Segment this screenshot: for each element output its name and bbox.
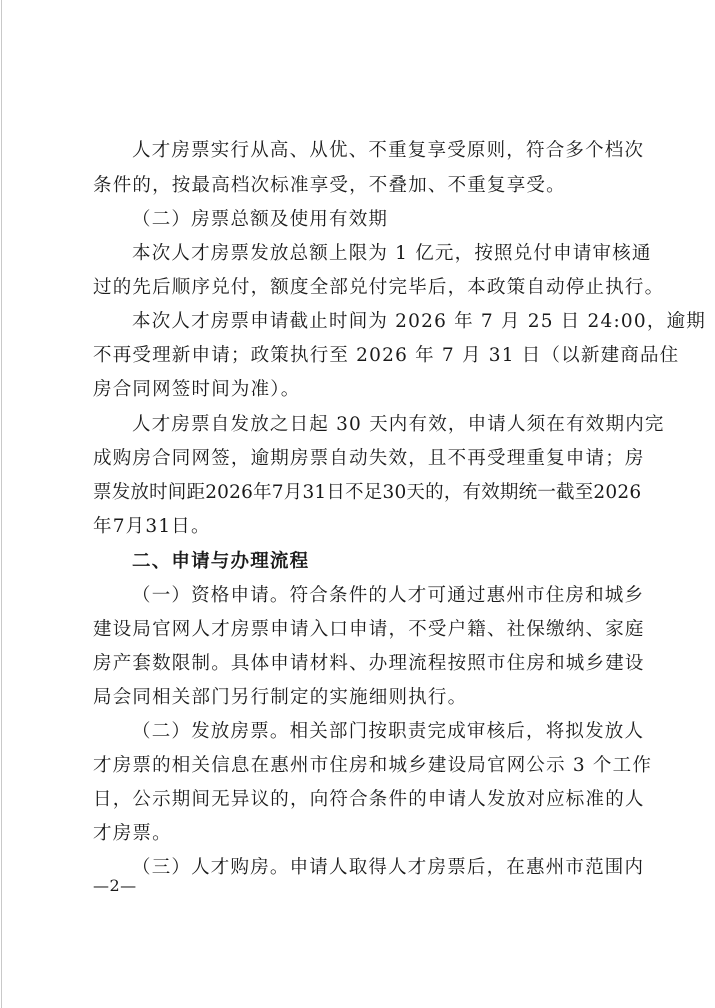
text-line: 房产套数限制。具体申请材料、办理流程按照市住房和城乡建设	[93, 653, 645, 674]
text-line: 人才房票实行从高、从优、不重复享受原则，符合多个档次	[132, 140, 645, 161]
text-line: （三）人才购房。申请人取得人才房票后，在惠州市范围内	[132, 857, 645, 878]
text-line: 年7月31日。	[93, 516, 211, 537]
text-line: （二）发放房票。相关部门按职责完成审核后，将拟发放人	[132, 721, 645, 742]
text-line: 才房票。	[93, 823, 172, 844]
text-line: 本次人才房票发放总额上限为 1 亿元，按照兑付申请审核通	[132, 243, 652, 264]
text-line: 局会同相关部门另行制定的实施细则执行。	[93, 687, 468, 708]
text-line: 人才房票自发放之日起 30 天内有效，申请人须在有效期内完	[132, 414, 665, 435]
text-line: 票发放时间距2026年7月31日不足30天的，有效期统一截至2026	[93, 482, 642, 503]
text-line: 不再受理新申请；政策执行至 2026 年 7 月 31 日（以新建商品住	[93, 345, 680, 366]
text-line: 才房票的相关信息在惠州市住房和城乡建设局官网公示 3 个工作	[93, 755, 653, 776]
text-line: 过的先后顺序兑付，额度全部兑付完毕后，本政策自动停止执行。	[93, 277, 665, 298]
text-line: 条件的，按最高档次标准享受，不叠加、不重复享受。	[93, 175, 566, 196]
subheading-text: （二）房票总额及使用有效期	[132, 209, 389, 230]
text-line: 日，公示期间无异议的，向符合条件的申请人发放对应标准的人	[93, 789, 645, 810]
page-number: —2—	[93, 876, 137, 895]
section-heading: 二、申请与办理流程	[132, 551, 310, 572]
text-line: 房合同网签时间为准）。	[93, 379, 301, 400]
text-line: 建设局官网人才房票申请入口申请，不受户籍、社保缴纳、家庭	[93, 619, 645, 640]
text-line: （一）资格申请。符合条件的人才可通过惠州市住房和城乡	[132, 585, 645, 606]
text-line: 本次人才房票申请截止时间为 2026 年 7 月 25 日 24:00，逾期	[132, 311, 706, 332]
text-line: 成购房合同网签，逾期房票自动失效，且不再受理重复申请；房	[93, 448, 645, 469]
